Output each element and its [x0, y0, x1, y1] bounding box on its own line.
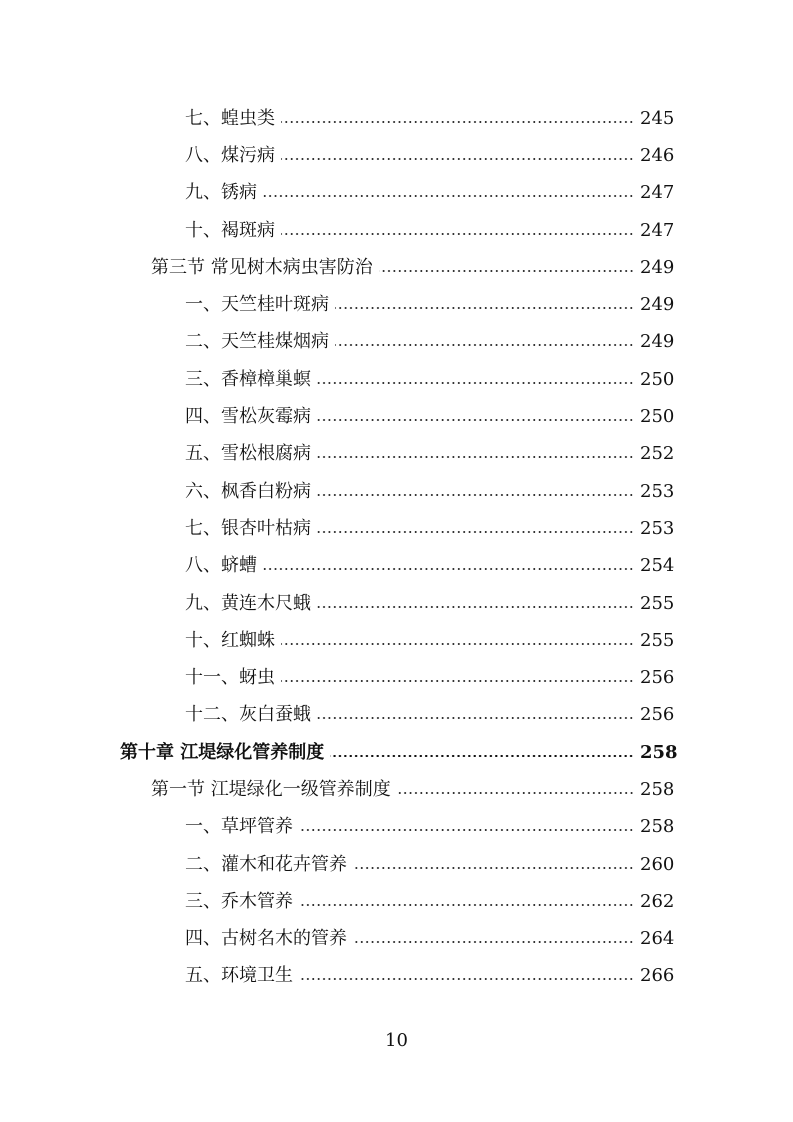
- toc-page-number: 247: [640, 182, 675, 204]
- toc-item[interactable]: [0, 659, 793, 696]
- toc-section[interactable]: [0, 771, 793, 808]
- toc-page-number: 252: [640, 443, 675, 465]
- toc-page-number: 258: [640, 816, 675, 838]
- toc-page-number: 255: [640, 592, 675, 614]
- dot-leader: [379, 270, 634, 272]
- toc-page-number: 258: [640, 778, 675, 800]
- toc-entry-title: 九、黄连木尺蛾: [185, 592, 311, 614]
- toc-item[interactable]: [0, 398, 793, 435]
- toc-item[interactable]: [0, 697, 793, 734]
- toc-entry-title: 第三节 常见树木病虫害防治: [151, 256, 373, 278]
- toc-page-number: 250: [640, 368, 675, 390]
- toc-entry-title: 一、草坪管养: [185, 816, 293, 838]
- dot-leader: [353, 867, 634, 869]
- toc-entry-title: 四、雪松灰霉病: [185, 406, 311, 428]
- toc-page-number: 250: [640, 406, 675, 428]
- toc-item[interactable]: [0, 510, 793, 547]
- toc-page-number: 255: [640, 629, 675, 651]
- dot-leader: [317, 531, 634, 533]
- toc-entry-title: 七、蝗虫类: [185, 107, 275, 129]
- toc-page-number: 262: [640, 890, 675, 912]
- toc-entry-title: 五、雪松根腐病: [185, 443, 311, 465]
- toc-page-number: 253: [640, 517, 675, 539]
- toc-entry-title: 一、天竺桂叶斑病: [185, 294, 329, 316]
- toc-chapter[interactable]: [0, 734, 793, 771]
- dot-leader: [317, 717, 634, 719]
- toc-item[interactable]: [0, 175, 793, 212]
- dot-leader: [281, 643, 634, 645]
- toc-item[interactable]: [0, 846, 793, 883]
- toc-page-number: 254: [640, 555, 675, 577]
- dot-leader: [281, 158, 634, 160]
- dot-leader: [281, 233, 634, 235]
- toc-entry-title: 八、煤污病: [185, 144, 275, 166]
- toc-page-number: 258: [640, 741, 678, 763]
- dot-leader: [335, 344, 634, 346]
- toc-entry-title: 十一、蚜虫: [185, 667, 275, 689]
- toc-entry-title: 十、褐斑病: [185, 219, 275, 241]
- toc-item[interactable]: [0, 324, 793, 361]
- toc-item[interactable]: [0, 212, 793, 249]
- toc-page-number: 266: [640, 965, 675, 987]
- toc-page-number: 256: [640, 704, 675, 726]
- dot-leader: [317, 382, 634, 384]
- dot-leader: [317, 456, 634, 458]
- toc-item[interactable]: [0, 883, 793, 920]
- table-of-contents: [0, 100, 793, 995]
- toc-item[interactable]: [0, 436, 793, 473]
- toc-entry-title: 二、天竺桂煤烟病: [185, 331, 329, 353]
- toc-entry-title: 三、乔木管养: [185, 890, 293, 912]
- dot-leader: [317, 419, 634, 421]
- toc-page-number: 253: [640, 480, 675, 502]
- toc-entry-title: 二、灌木和花卉管养: [185, 853, 347, 875]
- dot-leader: [317, 494, 634, 496]
- toc-item[interactable]: [0, 548, 793, 585]
- toc-item[interactable]: [0, 100, 793, 137]
- toc-entry-title: 五、环境卫生: [185, 965, 293, 987]
- toc-page-number: 264: [640, 928, 675, 950]
- toc-page-number: 247: [640, 219, 675, 241]
- page-number: 10: [385, 1030, 408, 1051]
- dot-leader: [335, 307, 634, 309]
- toc-item[interactable]: [0, 921, 793, 958]
- toc-item[interactable]: [0, 958, 793, 995]
- dot-leader: [281, 680, 634, 682]
- toc-page-number: 249: [640, 294, 675, 316]
- toc-entry-title: 第十章 江堤绿化管养制度: [120, 741, 325, 763]
- dot-leader: [263, 568, 634, 570]
- toc-item[interactable]: [0, 809, 793, 846]
- dot-leader: [281, 121, 634, 123]
- dot-leader: [353, 941, 634, 943]
- dot-leader: [263, 195, 634, 197]
- dot-leader: [299, 829, 634, 831]
- toc-entry-title: 八、蛴螬: [185, 555, 257, 577]
- toc-page-number: 260: [640, 853, 675, 875]
- toc-entry-title: 三、香樟樟巢螟: [185, 368, 311, 390]
- toc-entry-title: 九、锈病: [185, 182, 257, 204]
- toc-item[interactable]: [0, 622, 793, 659]
- dot-leader: [317, 606, 634, 608]
- toc-page-number: 245: [640, 107, 675, 129]
- dot-leader: [299, 904, 634, 906]
- toc-page-number: 249: [640, 331, 675, 353]
- toc-page-number: 246: [640, 144, 675, 166]
- toc-item[interactable]: [0, 585, 793, 622]
- dot-leader: [330, 755, 634, 757]
- toc-entry-title: 第一节 江堤绿化一级管养制度: [151, 778, 391, 800]
- toc-section[interactable]: [0, 249, 793, 286]
- toc-item[interactable]: [0, 137, 793, 174]
- toc-entry-title: 七、银杏叶枯病: [185, 517, 311, 539]
- toc-entry-title: 六、枫香白粉病: [185, 480, 311, 502]
- toc-page-number: 256: [640, 667, 675, 689]
- toc-entry-title: 十二、灰白蚕蛾: [185, 704, 311, 726]
- toc-page-number: 249: [640, 256, 675, 278]
- toc-entry-title: 四、古树名木的管养: [185, 928, 347, 950]
- toc-item[interactable]: [0, 361, 793, 398]
- dot-leader: [299, 978, 634, 980]
- toc-entry-title: 十、红蜘蛛: [185, 629, 275, 651]
- toc-item[interactable]: [0, 286, 793, 323]
- toc-item[interactable]: [0, 473, 793, 510]
- dot-leader: [397, 792, 634, 794]
